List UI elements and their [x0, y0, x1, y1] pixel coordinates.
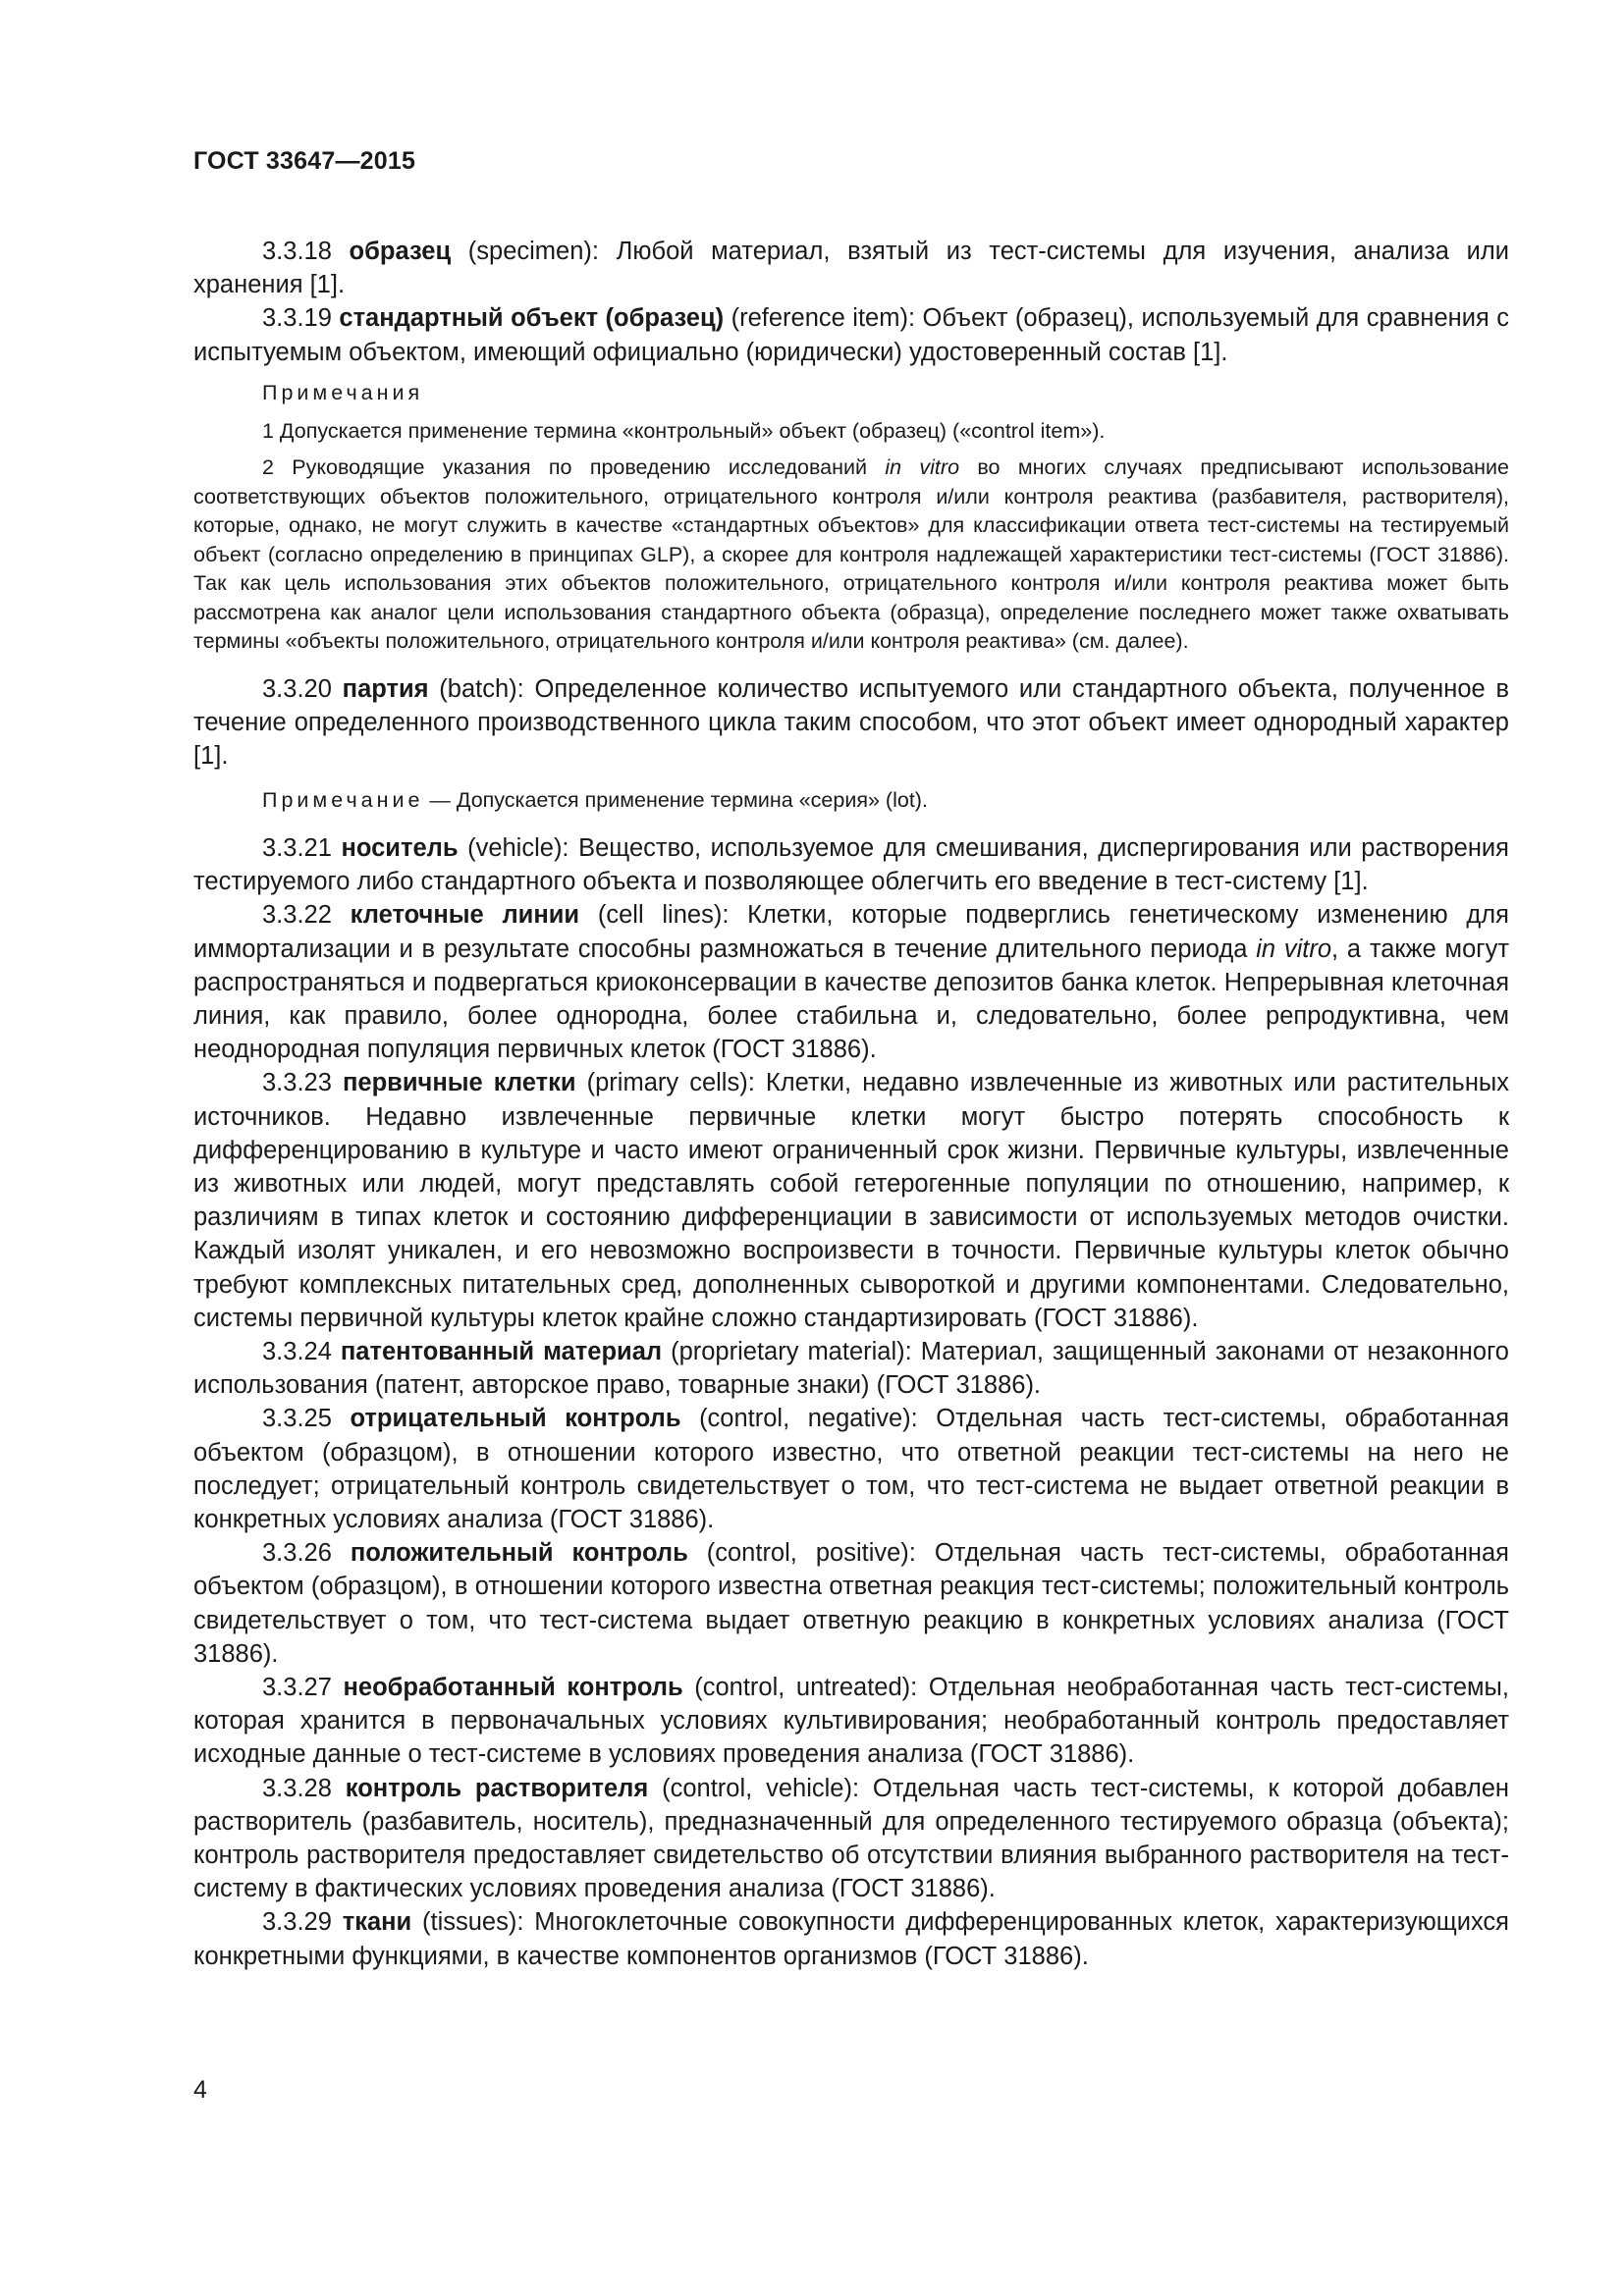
note-2 [193, 454, 1509, 657]
term-3-3-18 [193, 235, 1509, 301]
term-3-3-25 [193, 1402, 1509, 1536]
term-number: 3.3.28 [262, 1774, 332, 1802]
document-page [193, 147, 1509, 1973]
document-header: ГОСТ 33647—2015 [193, 147, 416, 175]
term-name: патентованный материал [340, 1337, 663, 1365]
term-3-3-28 [193, 1772, 1509, 1906]
term-definition: (reference item): Объект (образец), используемый для сравнения с испытуемым объектом, имеющий официально (юридически) удостоверенный состав [1]. [193, 304, 1509, 366]
note-text: — Допускается применение термина «серия» (lot). [423, 788, 928, 813]
term-definition: (control, negative): Отдельная часть тест-системы, обработанная объектом (образцом), в отношении которого известно, что ответной реакции тест-системы на него не последует; отрицательный контроль свидетельствует о том, что тест-система не выдает ответной реакции в конкретных условиях анализа (ГОСТ 31886). [193, 1405, 1510, 1533]
term-definition: (batch): Определенное количество испытуемого или стандартного объекта, полученное в течение определенного производственного цикла таким способом, что этот объект имеет однородный характер [1]. [193, 674, 1510, 771]
term-name: отрицательный контроль [350, 1405, 681, 1433]
term-number: 3.3.29 [262, 1908, 332, 1937]
term-number: 3.3.25 [262, 1405, 332, 1433]
term-3-3-29 [193, 1905, 1509, 1972]
term-definition: (vehicle): Вещество, используемое для смешивания, диспергирования или растворения тестируемого либо стандартного объекта и позволяющее облегчить его введение в тест-систему [1]. [193, 833, 1509, 896]
term-definition: (cell lines): Клетки, которые подверглись генетическому изменению для иммортализации и в результате способны размножаться в течение длительного периода [193, 901, 1509, 963]
term-name: первичные клетки [343, 1069, 576, 1097]
term-name: контроль растворителя [345, 1774, 649, 1802]
term-definition: (control, positive): Отдельная часть тест-системы, обработанная объектом (образцом), в отношении которого известна ответная реакция тест-системы; положительный контроль свидетельствует о том, что тест-система выдает ответную реакцию в конкретных условиях анализа (ГОСТ 31886). [193, 1539, 1509, 1668]
note-3-3-20 [193, 786, 1509, 816]
note-text: во многих случаях предписывают использование соответствующих объектов положительного, отрицательного контроля и/или контроля реактива (разбавителя, растворителя), которые, однако, не могут служить в качестве «стандартных объектов» для классификации ответа тест-системы на тестируемый объект (согласно определению в принципах GLP), а скорее для контроля надлежащей характеристики тест-системы (ГОСТ 31886). Так как цель использования этих объектов положительного, отрицательного контроля и/или контроля реактива может быть рассмотрена как аналог цели использования стандартного объекта (образца), определение последнего может также охватывать термины «объекты положительного, отрицательного контроля и/или контроля реактива» (см. далее). [193, 455, 1510, 654]
term-number: 3.3.22 [262, 901, 332, 930]
term-3-3-21 [193, 831, 1509, 898]
term-number: 3.3.23 [262, 1069, 332, 1097]
term-number: 3.3.19 [262, 304, 332, 333]
term-name: носитель [341, 833, 459, 862]
term-definition: (proprietary material): Материал, защищенный законами от незаконного использования (патент, авторское право, товарные знаки) (ГОСТ 31886). [193, 1337, 1509, 1400]
term-3-3-22 [193, 898, 1509, 1066]
term-3-3-19 [193, 301, 1509, 368]
term-italic: in vitro [1256, 934, 1332, 963]
term-name: клеточные линии [350, 901, 580, 930]
page-number: 4 [193, 2076, 207, 2104]
term-definition: (control, vehicle): Отдельная часть тест-системы, к которой добавлен растворитель (разбавитель, носитель), предназначенный для определенного тестируемого образца (объекта); контроль растворителя предоставляет свидетельство об отсутствии влияния выбранного растворителя на тест-систему в фактических условиях проведения анализа (ГОСТ 31886). [193, 1774, 1510, 1903]
notes-heading: Примечания [262, 380, 424, 404]
term-definition: (tissues): Многоклеточные совокупности дифференцированных клеток, характеризующихся конкретными функциями, в качестве компонентов организмов (ГОСТ 31886). [193, 1908, 1509, 1970]
term-3-3-20 [193, 672, 1509, 774]
term-definition: (control, untreated): Отдельная необработанная часть тест-системы, которая хранится в первоначальных условиях культивирования; необработанный контроль предоставляет исходные данные о тест-системе в условиях проведения анализа (ГОСТ 31886). [193, 1674, 1509, 1769]
term-number: 3.3.20 [262, 674, 332, 703]
term-name: стандартный объект (образец) [339, 304, 725, 333]
term-3-3-27 [193, 1671, 1509, 1772]
term-definition: (primary cells): Клетки, недавно извлеченные из животных или растительных источников. Недавно извлеченные первичные клетки могут быстро потерять способность к дифференцированию в культуре и часто имеют ограниченный срок жизни. Первичные культуры, извлеченные из животных или людей, могут представлять собой гетерогенные популяции по отношению, например, к различиям в типах клеток и состоянию дифференциации в зависимости от используемых методов очистки. Каждый изолят уникален, и его невозможно воспроизвести в точности. Первичные культуры клеток обычно требуют комплексных питательных сред, дополненных сывороткой и другими компонентами. Следовательно, системы первичной культуры клеток крайне сложно стандартизировать (ГОСТ 31886). [193, 1069, 1509, 1332]
term-3-3-24 [193, 1335, 1509, 1402]
term-number: 3.3.21 [262, 833, 332, 862]
term-number: 3.3.27 [262, 1674, 332, 1701]
term-name: положительный контроль [350, 1539, 688, 1568]
term-definition: , а также могут распространяться и подвергаться криоконсервации в качестве депозитов банка клеток. Непрерывная клеточная линия, как правило, более однородна, более стабильна и, следовательно, более репродуктивна, чем неоднородная популяция первичных клеток (ГОСТ 31886). [193, 934, 1509, 1064]
term-3-3-23 [193, 1066, 1509, 1335]
term-name: необработанный контроль [343, 1674, 683, 1701]
term-name: ткани [342, 1908, 412, 1937]
term-name: образец [349, 238, 452, 265]
note-italic: in vitro [885, 455, 960, 480]
term-name: партия [342, 674, 429, 703]
note-text: 2 Руководящие указания по проведению исследований [262, 455, 886, 480]
term-number: 3.3.26 [262, 1539, 332, 1568]
term-3-3-26 [193, 1536, 1509, 1671]
note-label: Примечание [262, 788, 424, 813]
term-definition: (specimen): Любой материал, взятый из тест-системы для изучения, анализа или хранения [1]. [193, 238, 1509, 299]
term-number: 3.3.18 [262, 238, 332, 265]
term-number: 3.3.24 [262, 1337, 332, 1365]
note-1: 1 Допускается применение термина «контрольный» объект (образец) («control item»). [262, 418, 1106, 443]
